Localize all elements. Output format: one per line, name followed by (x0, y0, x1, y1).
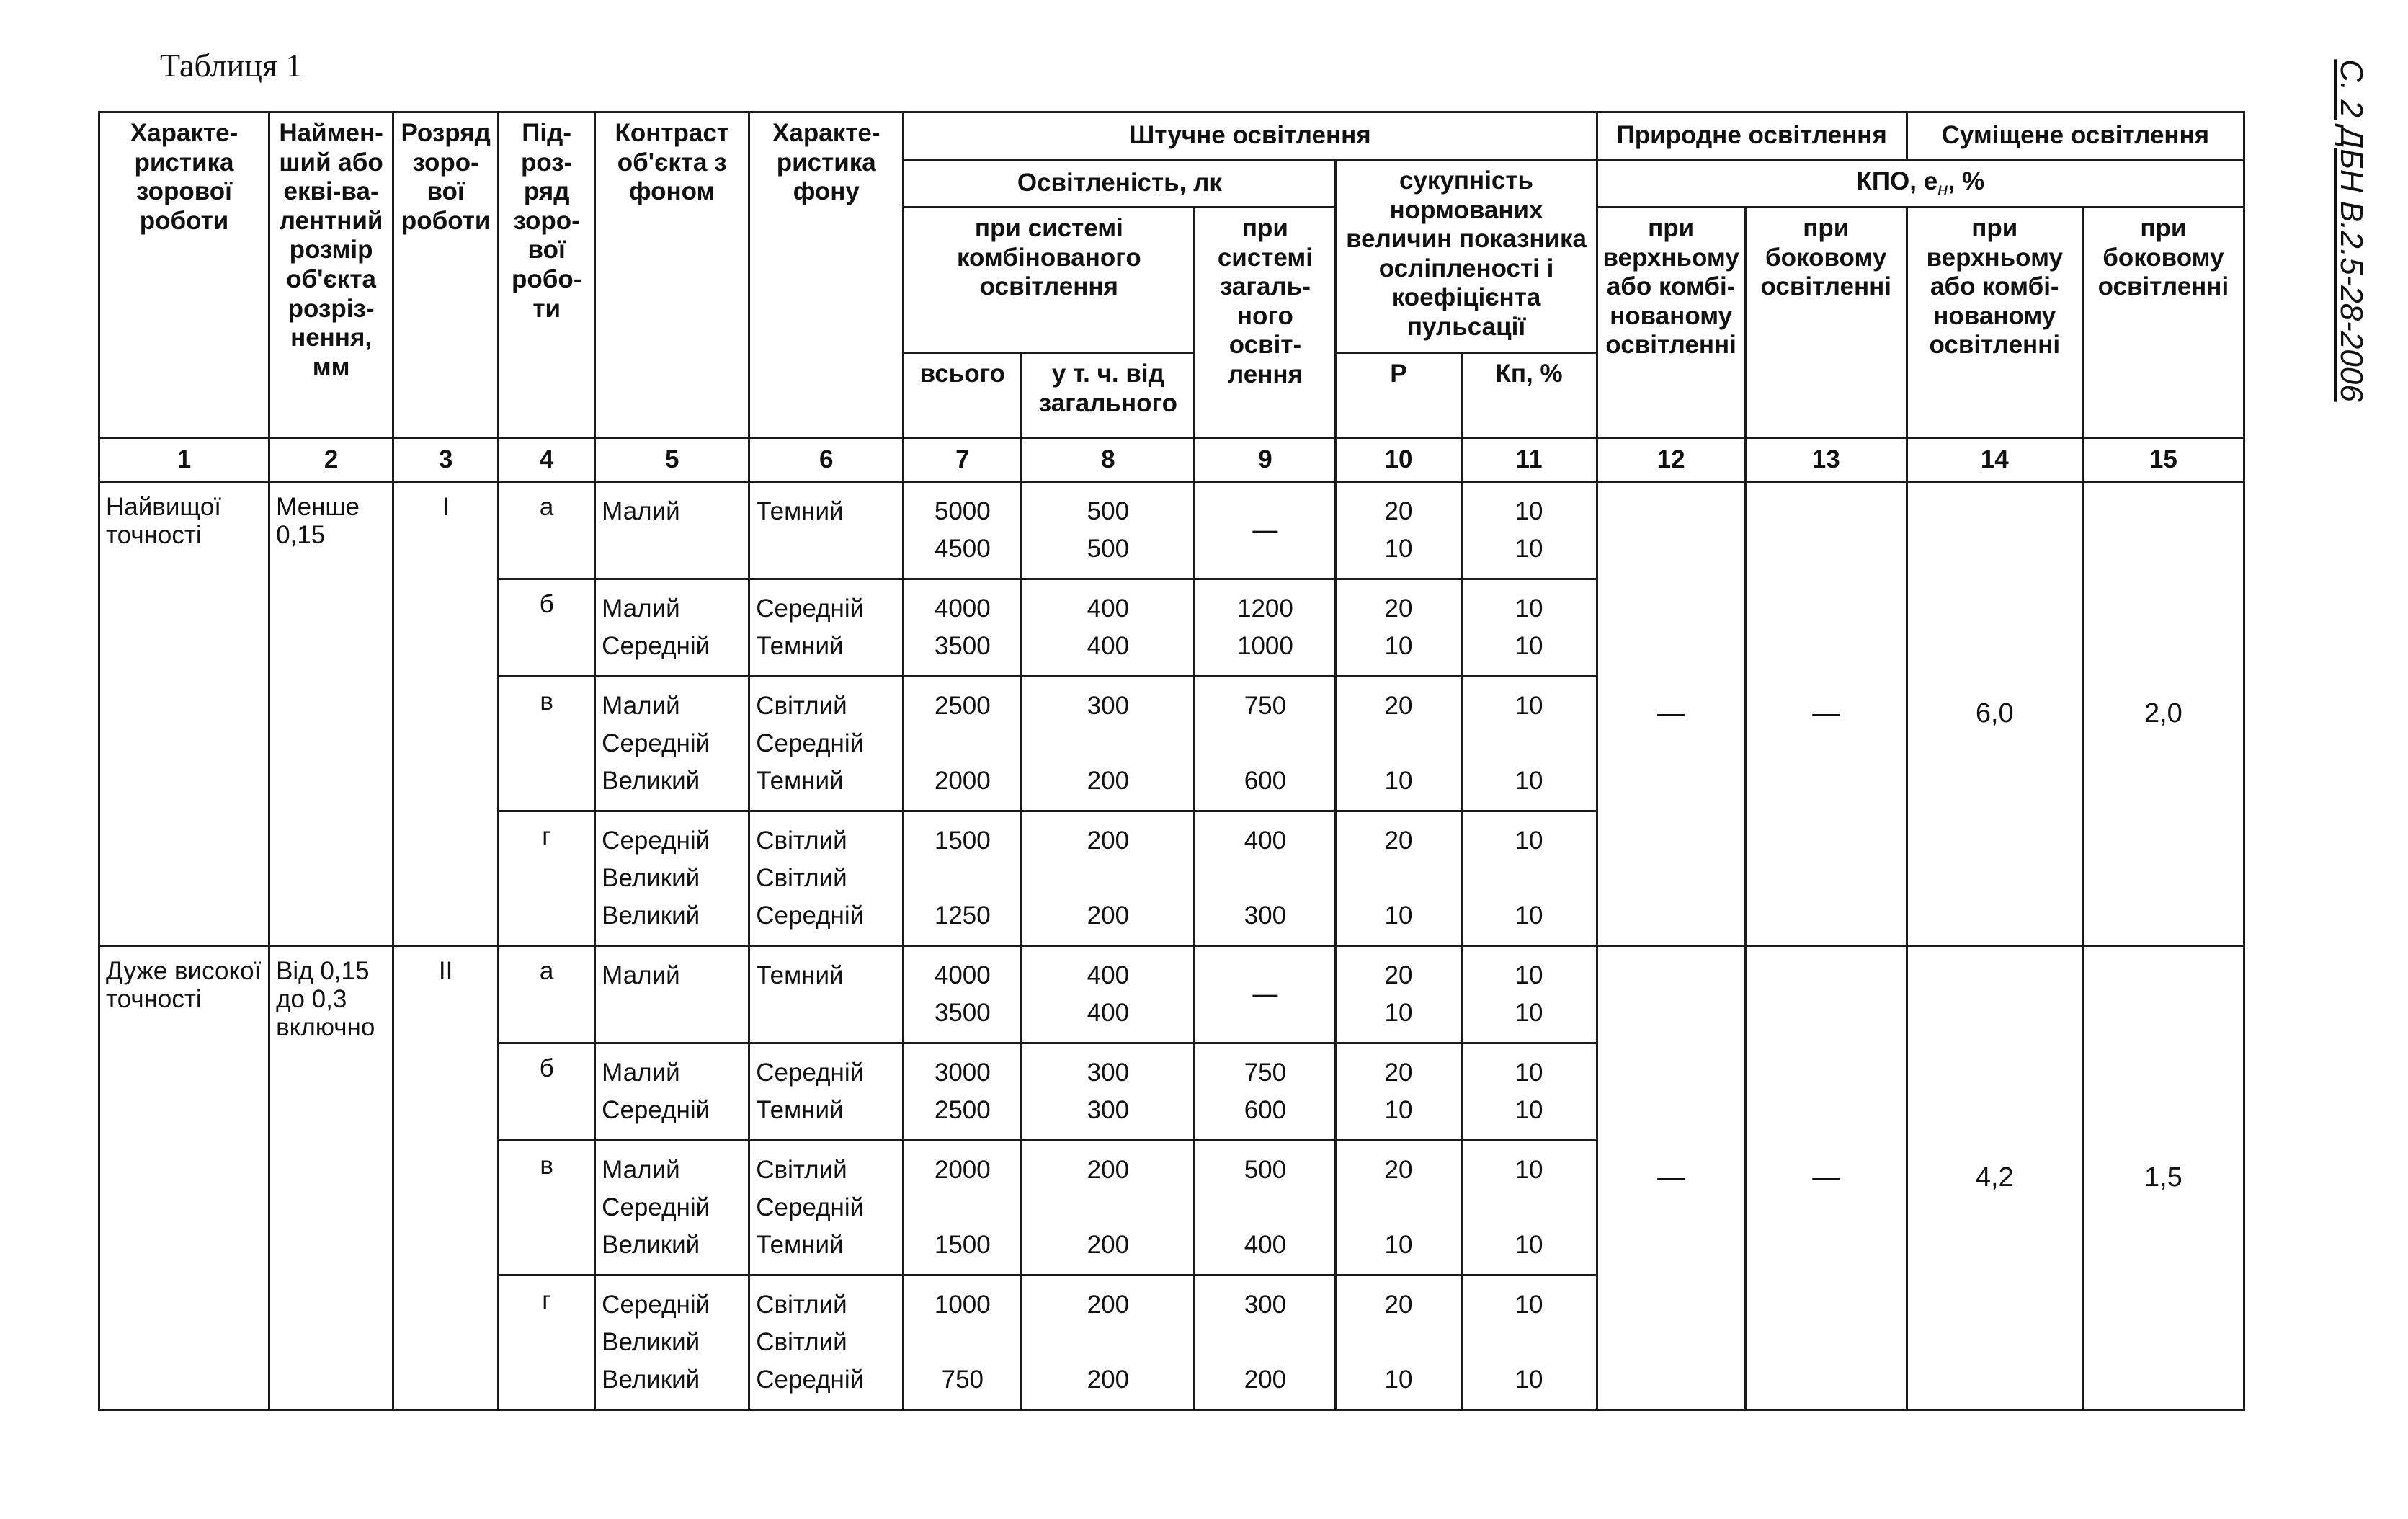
background-line: Середній (756, 594, 865, 623)
illuminance-total (904, 1275, 1022, 1410)
illuminance-total-line: 4000 (934, 594, 991, 623)
header-combined-side: при боковому освітленні (2082, 208, 2244, 438)
contrast-line: Малий (602, 594, 680, 623)
pulsation-kp (1461, 1275, 1597, 1410)
glare-index-p-line (1342, 1189, 1454, 1226)
illuminance-incl-general-line: 200 (1087, 1291, 1130, 1319)
illuminance-general-system-line: 1200 (1236, 594, 1293, 623)
column-number: 3 (393, 438, 499, 482)
glare-index-p-line: 10 (1384, 901, 1413, 930)
glare-index-p-line: 20 (1384, 497, 1413, 525)
pulsation-kp (1461, 579, 1597, 677)
glare-index-p-line: 10 (1384, 632, 1413, 660)
glare-index-p-line: 20 (1384, 1156, 1413, 1184)
pulsation-kp-line: 10 (1515, 961, 1543, 989)
illuminance-total-line (910, 1324, 1015, 1361)
contrast (595, 677, 749, 811)
header-natural-side: при боковому освітленні (1745, 208, 1907, 438)
illuminance-total (904, 677, 1022, 811)
illuminance-incl-general (1022, 677, 1195, 811)
illuminance-total-line: 2000 (934, 1156, 991, 1184)
background (749, 1043, 904, 1141)
background-line: Темний (756, 767, 844, 795)
pulsation-kp-line: 10 (1515, 692, 1543, 720)
column-number: 1 (99, 438, 269, 482)
column-number: 12 (1597, 438, 1745, 482)
contrast-line: Малий (602, 692, 680, 720)
kpo-natural-top: — (1597, 946, 1745, 1410)
illuminance-total-line: 2000 (934, 767, 991, 795)
illuminance-incl-general-line (1028, 860, 1187, 897)
illuminance-total-line: 1000 (934, 1291, 991, 1319)
illuminance-general-system-line (1201, 725, 1329, 762)
header-incl-general: у т. ч. від загального (1022, 353, 1195, 438)
header-combined-top: при верхньому або комбі-нованому освітленні (1907, 208, 2082, 438)
pulsation-kp-line (1468, 725, 1590, 762)
contrast-line: Малий (602, 1156, 680, 1184)
header-natural-lighting: Природне освітлення (1597, 112, 1907, 160)
pulsation-kp-line (1468, 1324, 1590, 1361)
header-visual-work: Характе-ристика зорової роботи (99, 112, 269, 438)
contrast-line: Малий (602, 1059, 680, 1087)
illuminance-general-system-line (1201, 1189, 1329, 1226)
illuminance-general-system-line: 200 (1244, 1366, 1287, 1394)
header-general-system: при системі загаль-ного освіт-лення (1195, 208, 1336, 438)
background-line: Середній (756, 1366, 865, 1394)
header-combined-lighting: Суміщене освітлення (1907, 112, 2244, 160)
background-line (756, 530, 896, 568)
object-size: Від 0,15 до 0,3 включно (269, 946, 393, 1410)
work-category: I (393, 482, 499, 946)
subcategory: г (499, 1275, 595, 1410)
subcategory: в (499, 1141, 595, 1275)
illuminance-total-line: 2500 (934, 1096, 991, 1124)
illuminance-total-line: 1500 (934, 1231, 991, 1259)
glare-index-p (1336, 1275, 1461, 1410)
illuminance-general-system-line (1201, 1324, 1329, 1361)
illuminance-general-system-line: 300 (1244, 1291, 1287, 1319)
illuminance-incl-general-line: 500 (1087, 497, 1130, 525)
kpo-combined-side: 1,5 (2082, 946, 2244, 1410)
contrast-line: Середній (602, 827, 710, 855)
kpo-natural-side: — (1745, 482, 1907, 946)
illuminance-incl-general-line (1028, 725, 1187, 762)
header-kpo-subscript: н (1937, 177, 1948, 200)
illuminance-incl-general-line: 200 (1087, 1231, 1130, 1259)
illuminance-incl-general-line: 400 (1087, 999, 1130, 1027)
illuminance-incl-general-line: 200 (1087, 1366, 1130, 1394)
kpo-combined-top: 6,0 (1907, 482, 2082, 946)
illuminance-incl-general-line: 300 (1087, 1059, 1130, 1087)
illuminance-total-line: 4000 (934, 961, 991, 989)
table-caption: Таблиця 1 (160, 47, 303, 84)
pulsation-kp-line: 10 (1515, 901, 1543, 930)
header-contrast: Контраст об'єкта з фоном (595, 112, 749, 438)
illuminance-total (904, 946, 1022, 1043)
background-line: Темний (756, 497, 844, 525)
illuminance-incl-general-line: 400 (1087, 961, 1130, 989)
glare-index-p-line: 20 (1384, 961, 1413, 989)
illuminance-total-line: 1500 (934, 827, 991, 855)
background-line: Темний (756, 961, 844, 989)
illuminance-total-line (910, 860, 1015, 897)
work-category: II (393, 946, 499, 1410)
contrast-line: Великий (602, 767, 700, 795)
illuminance-general-system-line: 1000 (1236, 632, 1293, 660)
pulsation-kp (1461, 677, 1597, 811)
illuminance-total (904, 1141, 1022, 1275)
kpo-combined-side: 2,0 (2082, 482, 2244, 946)
pulsation-kp-line: 10 (1515, 1059, 1543, 1087)
illuminance-general-system (1195, 677, 1336, 811)
glare-index-p-line: 10 (1384, 535, 1413, 563)
background (749, 1275, 904, 1410)
background (749, 677, 904, 811)
glare-index-p-line: 10 (1384, 1366, 1413, 1394)
pulsation-kp-line: 10 (1515, 1231, 1543, 1259)
background (749, 1141, 904, 1275)
column-numbers-row (99, 438, 2244, 482)
column-number: 8 (1022, 438, 1195, 482)
illuminance-general-system-line (1201, 860, 1329, 897)
illuminance-incl-general-line (1028, 1324, 1187, 1361)
illuminance-general-system-line: 500 (1244, 1156, 1287, 1184)
subcategory: а (499, 482, 595, 579)
glare-index-p (1336, 946, 1461, 1043)
column-number: 15 (2082, 438, 2244, 482)
contrast-line: Великий (602, 1328, 700, 1356)
glare-index-p-line: 10 (1384, 767, 1413, 795)
header-combined-system: при системі комбінованого освітлення (904, 208, 1195, 353)
glare-index-p-line: 10 (1384, 1096, 1413, 1124)
pulsation-kp-line (1468, 1189, 1590, 1226)
illuminance-incl-general-line (1028, 1189, 1187, 1226)
header-background: Характе-ристика фону (749, 112, 904, 438)
illuminance-total-line: 2500 (934, 692, 991, 720)
kpo-natural-side: — (1745, 946, 1907, 1410)
column-number: 10 (1336, 438, 1461, 482)
background-line: Середній (756, 1193, 865, 1221)
illuminance-total-line (910, 1189, 1015, 1226)
background-line: Темний (756, 632, 844, 660)
illuminance-incl-general-line: 200 (1087, 827, 1130, 855)
pulsation-kp (1461, 946, 1597, 1043)
column-number: 2 (269, 438, 393, 482)
background (749, 482, 904, 579)
background-line: Світлий (756, 1156, 847, 1184)
header-kpo-unit: , % (1948, 166, 1985, 195)
table-body (99, 482, 2244, 1410)
column-number: 11 (1461, 438, 1597, 482)
pulsation-kp-line: 10 (1515, 535, 1543, 563)
illuminance-incl-general (1022, 1043, 1195, 1141)
lighting-norms-table-wrap (98, 111, 2245, 1411)
illuminance-general-system-line: 600 (1244, 1096, 1287, 1124)
glare-index-p-line: 20 (1384, 827, 1413, 855)
illuminance-general-system (1195, 1275, 1336, 1410)
illuminance-general-system (1195, 811, 1336, 946)
object-size: Менше 0,15 (269, 482, 393, 946)
pulsation-kp-line: 10 (1515, 999, 1543, 1027)
background-line: Світлий (756, 827, 847, 855)
illuminance-incl-general (1022, 482, 1195, 579)
pulsation-kp (1461, 811, 1597, 946)
header-artificial-lighting: Штучне освітлення (904, 112, 1597, 160)
header-illuminance: Освітленість, лк (904, 160, 1336, 208)
header-subcategory: Під-роз-ряд зоро-вої робо-ти (499, 112, 595, 438)
pulsation-kp-line: 10 (1515, 632, 1543, 660)
pulsation-kp (1461, 1141, 1597, 1275)
document-side-label (2326, 29, 2376, 432)
background (749, 946, 904, 1043)
illuminance-general-system (1195, 1141, 1336, 1275)
header-natural-top: при верхньому або комбі-нованому освітленні (1597, 208, 1745, 438)
illuminance-total (904, 811, 1022, 946)
glare-index-p-line: 20 (1384, 594, 1413, 623)
glare-index-p (1336, 677, 1461, 811)
contrast-line: Середній (602, 1291, 710, 1319)
contrast-line (602, 530, 742, 568)
illuminance-total (904, 1043, 1022, 1141)
header-total: всього (904, 353, 1022, 438)
illuminance-incl-general-line: 300 (1087, 692, 1130, 720)
illuminance-incl-general (1022, 1141, 1195, 1275)
glare-index-p (1336, 579, 1461, 677)
contrast-line: Середній (602, 1193, 710, 1221)
visual-work-characteristic: Найвищої точності (99, 482, 269, 946)
background-line: Середній (756, 901, 865, 930)
glare-index-p-line: 10 (1384, 1231, 1413, 1259)
illuminance-general-system-line: 400 (1244, 1231, 1287, 1259)
background-line: Світлий (756, 1291, 847, 1319)
illuminance-general-system (1195, 1043, 1336, 1141)
illuminance-general-system: — (1195, 482, 1336, 579)
header-category: Розряд зоро-вої роботи (393, 112, 499, 438)
column-number: 5 (595, 438, 749, 482)
subcategory: а (499, 946, 595, 1043)
kpo-natural-top: — (1597, 482, 1745, 946)
illuminance-total-line (910, 725, 1015, 762)
illuminance-general-system: — (1195, 946, 1336, 1043)
contrast-line: Малий (602, 497, 680, 525)
background-line: Середній (756, 1059, 865, 1087)
header-kpo-label: КПО, e (1856, 166, 1938, 195)
pulsation-kp-line: 10 (1515, 497, 1543, 525)
subcategory: б (499, 1043, 595, 1141)
illuminance-total (904, 579, 1022, 677)
illuminance-incl-general (1022, 1275, 1195, 1410)
background-line: Темний (756, 1096, 844, 1124)
column-number: 6 (749, 438, 904, 482)
contrast (595, 1141, 749, 1275)
pulsation-kp-line (1468, 860, 1590, 897)
glare-index-p-line: 10 (1384, 999, 1413, 1027)
glare-index-p-line: 20 (1384, 1291, 1413, 1319)
illuminance-incl-general-line: 400 (1087, 594, 1130, 623)
illuminance-incl-general-line: 300 (1087, 1096, 1130, 1124)
header-object-size: Наймен-ший або екві-ва-лентний розмір об'єкта розріз-нення, мм (269, 112, 393, 438)
header-kpo (1597, 160, 2244, 208)
glare-index-p-line (1342, 860, 1454, 897)
background (749, 579, 904, 677)
header-glare-pulsation: сукупність нормованих величин показника осліпленості і коефіцієнта пульсації (1336, 160, 1597, 353)
pulsation-kp-line: 10 (1515, 1366, 1543, 1394)
pulsation-kp (1461, 482, 1597, 579)
glare-index-p-line (1342, 1324, 1454, 1361)
illuminance-total-line: 3000 (934, 1059, 991, 1087)
subcategory: б (499, 579, 595, 677)
glare-index-p-line: 20 (1384, 692, 1413, 720)
table-header (99, 112, 2244, 482)
document-code: С. 2 ДБН В.2.5-28-2006 (2334, 59, 2369, 402)
header-kp: Кп, % (1461, 353, 1597, 438)
contrast-line: Середній (602, 729, 710, 757)
contrast-line: Середній (602, 632, 710, 660)
column-number: 13 (1745, 438, 1907, 482)
pulsation-kp-line: 10 (1515, 594, 1543, 623)
contrast (595, 1275, 749, 1410)
glare-index-p (1336, 1043, 1461, 1141)
pulsation-kp-line: 10 (1515, 827, 1543, 855)
illuminance-incl-general-line: 500 (1087, 535, 1130, 563)
background-line (756, 994, 896, 1032)
illuminance-general-system (1195, 579, 1336, 677)
illuminance-incl-general-line: 400 (1087, 632, 1130, 660)
illuminance-general-system-line: 750 (1244, 1059, 1287, 1087)
header-p: P (1336, 353, 1461, 438)
glare-index-p-line (1342, 725, 1454, 762)
contrast-line: Великий (602, 1231, 700, 1259)
illuminance-total-line: 3500 (934, 632, 991, 660)
background-line: Світлий (756, 692, 847, 720)
kpo-combined-top: 4,2 (1907, 946, 2082, 1410)
table-row (99, 946, 2244, 1043)
visual-work-characteristic: Дуже високої точності (99, 946, 269, 1410)
illuminance-total-line: 750 (941, 1366, 984, 1394)
background-line: Світлий (756, 864, 847, 892)
illuminance-incl-general (1022, 579, 1195, 677)
pulsation-kp-line: 10 (1515, 1291, 1543, 1319)
contrast (595, 579, 749, 677)
background-line: Темний (756, 1231, 844, 1259)
illuminance-incl-general (1022, 811, 1195, 946)
subcategory: г (499, 811, 595, 946)
glare-index-p (1336, 811, 1461, 946)
illuminance-total-line: 3500 (934, 999, 991, 1027)
glare-index-p (1336, 482, 1461, 579)
illuminance-incl-general-line: 200 (1087, 1156, 1130, 1184)
pulsation-kp (1461, 1043, 1597, 1141)
illuminance-general-system-line: 300 (1244, 901, 1287, 930)
contrast-line: Великий (602, 864, 700, 892)
contrast (595, 1043, 749, 1141)
pulsation-kp-line: 10 (1515, 1096, 1543, 1124)
illuminance-total-line: 5000 (934, 497, 991, 525)
contrast (595, 482, 749, 579)
contrast-line: Малий (602, 961, 680, 989)
contrast-line: Великий (602, 1366, 700, 1394)
illuminance-incl-general-line: 200 (1087, 901, 1130, 930)
illuminance-total-line: 1250 (934, 901, 991, 930)
column-number: 9 (1195, 438, 1336, 482)
contrast (595, 811, 749, 946)
column-number: 4 (499, 438, 595, 482)
contrast-line: Великий (602, 901, 700, 930)
pulsation-kp-line: 10 (1515, 767, 1543, 795)
contrast-line (602, 994, 742, 1032)
background-line: Світлий (756, 1328, 847, 1356)
glare-index-p (1336, 1141, 1461, 1275)
illuminance-general-system-line: 600 (1244, 767, 1287, 795)
contrast-line: Середній (602, 1096, 710, 1124)
illuminance-incl-general-line: 200 (1087, 767, 1130, 795)
illuminance-total (904, 482, 1022, 579)
contrast (595, 946, 749, 1043)
lighting-norms-table (98, 111, 2245, 1411)
column-number: 14 (1907, 438, 2082, 482)
illuminance-incl-general (1022, 946, 1195, 1043)
illuminance-general-system-line: 400 (1244, 827, 1287, 855)
illuminance-total-line: 4500 (934, 535, 991, 563)
column-number: 7 (904, 438, 1022, 482)
pulsation-kp-line: 10 (1515, 1156, 1543, 1184)
table-row (99, 482, 2244, 579)
glare-index-p-line: 20 (1384, 1059, 1413, 1087)
subcategory: в (499, 677, 595, 811)
background-line: Середній (756, 729, 865, 757)
illuminance-general-system-line: 750 (1244, 692, 1287, 720)
background (749, 811, 904, 946)
